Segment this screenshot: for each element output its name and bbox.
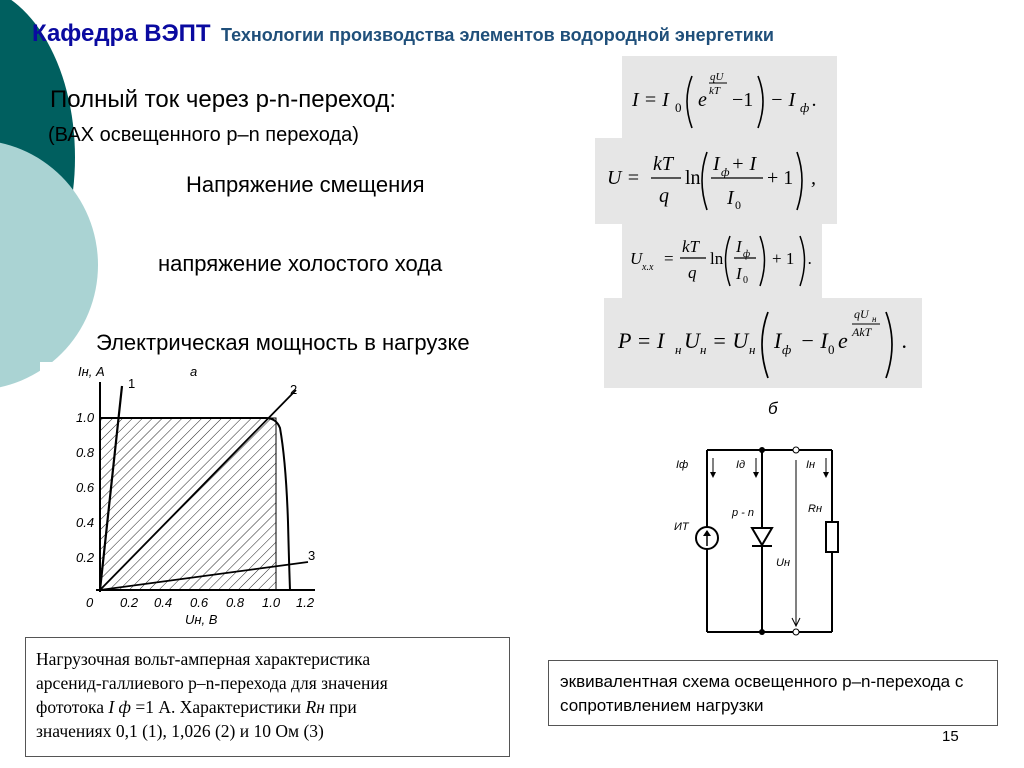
x-tick-label: 0.8	[226, 595, 245, 610]
caption-line: значениях 0,1 (1), 1,026 (2) и 10 Ом (3)	[36, 721, 324, 741]
label-load-power: Электрическая мощность в нагрузке	[96, 330, 470, 355]
circuit-label-pn: p - n	[732, 507, 755, 519]
circuit-label-source: ИТ	[674, 521, 689, 533]
curve-label-1: 1	[128, 376, 136, 391]
formula-voltage-plus1: + 1	[767, 167, 794, 189]
formula-power-mid: U	[684, 328, 700, 353]
formula-current-lhs: I = I	[632, 89, 669, 111]
formula-ocv-lhs-sub: x.x	[642, 262, 654, 273]
curve-label-2: 2	[290, 382, 298, 397]
formula-open-circuit-voltage	[622, 224, 822, 300]
formula-power-expden: AkT	[852, 325, 872, 339]
formula-ocv-lhs: U	[630, 249, 643, 268]
formula-voltage-den: q	[659, 185, 669, 207]
formula-current-tail: − I	[770, 89, 796, 111]
formula-voltage-comma: ,	[811, 167, 816, 189]
caption-text: при	[324, 697, 357, 717]
x-tick-label: 0.2	[120, 595, 139, 610]
formula-power-sub0: 0	[828, 342, 835, 357]
formula-ocv-dot: .	[808, 249, 813, 268]
circuit-title: б	[768, 399, 778, 418]
circuit-label-un: Uн	[776, 557, 790, 569]
y-tick-label: 0.6	[76, 480, 95, 495]
graph-title: a	[190, 364, 198, 379]
circuit-label-iph: Iф	[676, 459, 689, 471]
formula-voltage-ln: ln	[685, 167, 701, 189]
svg-text:e: e	[698, 89, 707, 111]
graph-x-axis-label: Uн, В	[185, 612, 218, 627]
formula-ocv-plus1: + 1	[772, 249, 795, 268]
formula-power-eq2: = U	[712, 328, 749, 353]
x-tick-label: 0.6	[190, 595, 209, 610]
formula-voltage-inner-subf: ф	[721, 165, 730, 179]
formula-power-minus: − I	[800, 328, 828, 353]
formula-power-e: e	[838, 328, 848, 353]
caption-line: Нагрузочная вольт-амперная характеристика	[36, 649, 371, 669]
x-tick-label: 0.4	[154, 595, 173, 610]
x-tick-label: 1.0	[262, 595, 281, 610]
formula-current-minus1: −1	[732, 89, 754, 111]
formula-current-subf: ф	[800, 100, 810, 115]
circuit-label-in: Iн	[806, 459, 816, 471]
formula-power-sub-n1: н	[675, 342, 682, 357]
slide-header	[32, 20, 774, 48]
formula-voltage-lhs: U =	[607, 167, 640, 189]
formula-ocv-inner-subf: ф	[743, 249, 751, 260]
formula-voltage-num: kT	[653, 153, 673, 175]
formula-voltage-inner-sub0: 0	[735, 198, 741, 212]
caption-circuit-figure: эквивалентная схема освещенного p–n-перехода с сопротивлением нагрузки	[548, 660, 998, 726]
figure-equivalent-circuit	[672, 390, 875, 650]
formula-current-dot: .	[812, 89, 817, 111]
formula-ocv-eq: =	[664, 249, 674, 268]
graph-y-axis-label: Iн, A	[78, 364, 105, 379]
formula-power-exp-sub: н	[872, 314, 877, 324]
caption-italic-iph: I ф	[108, 697, 131, 717]
formula-ocv-num: kT	[682, 237, 699, 256]
formula-ocv-den: q	[688, 263, 697, 282]
formula-power-dot: .	[902, 328, 908, 353]
figure-iv-curve	[40, 362, 343, 638]
y-tick-label: 0.4	[76, 515, 95, 530]
circuit-label-ij: Iд	[736, 459, 746, 471]
formula-current-expden: kT	[709, 85, 720, 97]
label-vax: (ВАХ освещенного p–n перехода)	[48, 124, 359, 146]
formula-power-sub-n2: н	[700, 342, 707, 357]
formula-current	[622, 56, 837, 138]
course-subtitle: Технологии производства элементов водородной энергетики	[221, 25, 774, 45]
caption-italic-rn: Rн	[305, 697, 325, 717]
formula-voltage-inner-num: I	[713, 153, 720, 175]
department-title: Кафедра ВЭПТ	[32, 20, 211, 47]
label-open-circuit-voltage: напряжение холостого хода	[158, 251, 443, 276]
formula-ocv-inner-sub0: 0	[743, 275, 748, 286]
formula-ocv-inner-num: I	[736, 237, 742, 256]
caption-iv-figure	[25, 637, 510, 757]
y-tick-label: 1.0	[76, 410, 95, 425]
formula-power-exp: qU	[854, 307, 869, 321]
formula-ocv-ln: ln	[710, 249, 724, 268]
formula-power-lhs: P = I	[618, 328, 665, 353]
x-tick-label: 1.2	[296, 595, 315, 610]
label-full-current: Полный ток через p-n-переход:	[50, 86, 396, 113]
caption-line: арсенид-галлиевого p–n-перехода для значения	[36, 673, 388, 693]
formula-power-subf: ф	[782, 342, 792, 357]
y-tick-label: 0.8	[76, 445, 95, 460]
page-number: 15	[942, 728, 959, 745]
graph-origin-label: 0	[86, 595, 94, 610]
y-tick-label: 0.2	[76, 550, 95, 565]
caption-line	[36, 695, 509, 719]
formula-current-exp: qU	[710, 71, 724, 83]
formula-voltage-inner-plus: + I	[731, 153, 757, 175]
formula-power	[604, 298, 922, 388]
caption-text: фототока	[36, 697, 109, 717]
label-bias-voltage: Напряжение смещения	[186, 172, 425, 197]
formula-power-sub-n3: н	[749, 342, 756, 357]
formula-power-i: I	[774, 328, 782, 353]
formula-current-sub0: 0	[675, 100, 682, 115]
formula-bias-voltage	[595, 138, 837, 224]
decor-circle-light	[0, 140, 98, 390]
caption-text: =1 А. Характеристики	[130, 697, 306, 717]
circuit-label-rn: Rн	[808, 503, 822, 515]
formula-voltage-inner-den: I	[727, 187, 734, 209]
curve-label-3: 3	[308, 548, 316, 563]
formula-ocv-inner-den: I	[736, 264, 742, 283]
